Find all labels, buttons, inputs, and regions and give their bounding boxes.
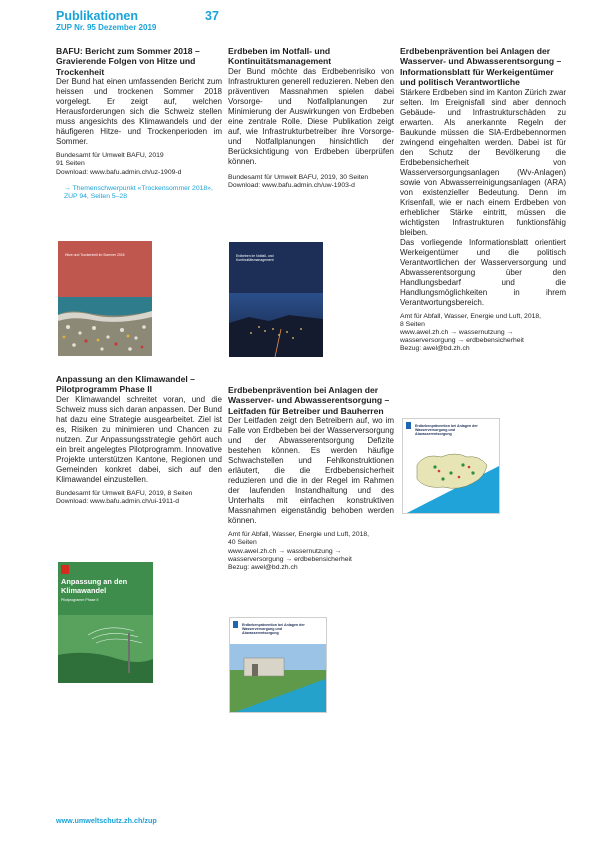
irrigation-photo [58, 615, 153, 683]
article-body: Der Klimawandel schreitet voran, und die Schweiz muss sich daran anpassen. Der Bund hat dazu eine Strategie ausgearbeitet. Ziel ist es, Risiken zu minimieren und Chancen zu nutzen. Zur Anpassungsstrategie gehört auch ein breit angelegtes Pilotprogramm. Innovative Projekte unterstützen Kantone, Regionen und Gemeinden konkret dabei, sich auf den Klimawandel einzustellen. [56, 394, 222, 484]
cover-erdbeben-leitfaden [229, 617, 327, 713]
email-link[interactable]: Bezug: awel@bd.zh.ch [228, 564, 298, 572]
article-erdbeben-notfall [228, 46, 394, 190]
article-body: Der Leitfaden zeigt den Betreibern auf, wo im Falle von Erdbeben bei der Wasserversorgung und der Abwasserentsorgung Defizite bestehen können. Es werden häufige Schwachstellen und Fehlkonstruktionen erläutert, die die Erdbebensicherheit reduzieren und die in der Regel im Rahmen der laufenden Instandhaltung und des Unterhalts mit einfachen konstruktiven Massnahmen eigenständig behoben werden können. [228, 416, 394, 526]
beach-photo [58, 297, 152, 356]
source-line: 8 Seiten [400, 320, 425, 328]
article-body: Das vorliegende Informationsblatt orientiert Werkeigentümer und die politisch Verantwortlichen der Wasserversorgung und Abwasserentsorgung über den Handlungsbedarf und die Handlungsmöglichkeiten in ihrem Verantwortungsbereich. [400, 237, 566, 307]
related-link[interactable]: → Themenschwerpunkt «Trockensommer 2018», ZUP 94, Seiten 5–28 [64, 184, 213, 201]
night-photo [229, 293, 323, 357]
source-line: 40 Seiten [228, 539, 257, 547]
cover-klimawandel [58, 562, 153, 683]
source-line: Amt für Abfall, Wasser, Energie und Luft, 2018, [400, 312, 542, 320]
article-source [56, 152, 222, 177]
article-title: Erdbeben im Notfall- und Kontinuitätsmanagement [228, 46, 332, 67]
article-source [228, 531, 394, 572]
download-link[interactable]: Download: www.bafu.admin.ch/uw-1903-d [228, 182, 355, 190]
source-line: Bundesamt für Umwelt BAFU, 2019, 30 Seiten [228, 173, 369, 181]
article-erdbeben-informationsblatt [400, 46, 566, 354]
article-bafu-sommer [56, 46, 222, 201]
source-line: Bundesamt für Umwelt BAFU, 2019 [56, 152, 164, 160]
article-source [56, 490, 222, 506]
article-title: Anpassung an den Klimawandel – Pilotprogramm Phase II [56, 374, 195, 395]
article-title: Erdbebenprävention bei Anlagen der Wasserver- und Abwasserentsorgung – Leitfaden für Betreiber und Bauherren [228, 385, 390, 416]
source-line: 91 Seiten [56, 160, 85, 168]
reservoir-photo [230, 644, 327, 713]
cover-title: Hitze und Trockenheit im Sommer 2018 [65, 253, 125, 257]
switzerland-map [403, 443, 500, 514]
download-link[interactable]: Download: www.bafu.admin.ch/uz-1909-d [56, 168, 182, 176]
web-link[interactable]: www.awel.zh.ch → wassernutzung → wasserversorgung → erdbebensicherheit [400, 329, 524, 345]
cover-title: Erdbebenprävention bei Anlagen der Wasserversorgung und Abwasserentsorgung [242, 623, 305, 636]
issue-label: ZUP Nr. 95 Dezember 2019 [56, 23, 157, 32]
cover-title: Erdbeben im Notfall- und Kontinuitätsmanagement [236, 254, 274, 263]
zurich-logo [233, 621, 238, 628]
section-title: Publikationen [56, 9, 138, 23]
cover-subtitle: Pilotprogramm Phase II [61, 598, 99, 602]
article-source [400, 313, 566, 354]
cover-bafu-sommer [58, 241, 152, 356]
source-line: Bundesamt für Umwelt BAFU, 2019, 8 Seiten [56, 489, 193, 497]
cover-title: Erdbebenprävention bei Anlagen der Wasserversorgung und Abwasserentsorgung [415, 424, 478, 437]
cover-title: Anpassung an den Klimawandel [61, 577, 128, 595]
page-number: 37 [205, 9, 219, 23]
article-body: Stärkere Erdbeben sind im Kanton Zürich zwar selten. Im Ereignisfall sind aber dennoch Gebäude- und Infrastrukturschäden zu erwarten. Als anerkannte Regeln der Baukunde müssen die SIA-Erdbebennormen zwingend eingehalten werden. Dabei ist für den Schutz der Bevölkerung die Erdbebensicherheit von Wasserversorgungsanlagen (Wv-Anlagen) sowie von Abwasserreinigungsanlagen (ARA) von existenzieller Bedeutung. Denn im Krisenfall, wie er nach einem Erdbeben von erheblicher Stärke eintritt, müssen die wichtigsten Infrastrukturen funktionsfähig bleiben. [400, 87, 566, 237]
cover-erdbeben-notfall [229, 242, 323, 357]
article-body: Der Bund möchte das Erdbebenrisiko von Infrastrukturen generell reduzieren. Neben den präventiven Massnahmen spielen dabei Vorsorge- und Notfallplanungen zur Minimierung der Auswirkungen von Erdbeben eine zentrale Rolle. Diese Publikation zeigt auf, wie Infrastrukturbetreiber ihre Vorsorge- und Notfallplanungen hinsichtlich der Berücksichtigung von Erdbeben überprüfen können. [228, 66, 394, 166]
article-source [228, 174, 394, 190]
web-link[interactable]: www.awel.zh.ch → wassernutzung → wasserversorgung → erdbebensicherheit [228, 547, 352, 563]
article-erdbeben-leitfaden [228, 385, 394, 572]
footer-url[interactable]: www.umweltschutz.zh.ch/zup [56, 816, 157, 825]
cover-erdbeben-informationsblatt [402, 418, 500, 514]
zurich-logo [406, 422, 411, 429]
article-body: Der Bund hat einen umfassenden Bericht zum heissen und trockenen Sommer 2018 vorgelegt. Er zeigt auf, welchen Herausforderungen sich die Schweiz stellen muss angesichts des Klimawandels und der häufigeren Hitze- und Trockenperioden im Sommer. [56, 77, 222, 147]
download-link[interactable]: Download: www.bafu.admin.ch/ui-1911-d [56, 498, 180, 506]
article-title: BAFU: Bericht zum Sommer 2018 – Gravierende Folgen von Hitze und Trockenheit [56, 46, 200, 77]
article-title: Erdbebenprävention bei Anlagen der Wasserver- und Abwasserentsorgung – Informationsblatt für Werkeigentümer und politisch Verantwortliche [400, 46, 562, 88]
source-line: Amt für Abfall, Wasser, Energie und Luft, 2018, [228, 531, 370, 539]
swiss-logo [61, 565, 69, 574]
article-klimawandel [56, 374, 222, 506]
email-link[interactable]: Bezug: awel@bd.zh.ch [400, 345, 470, 353]
